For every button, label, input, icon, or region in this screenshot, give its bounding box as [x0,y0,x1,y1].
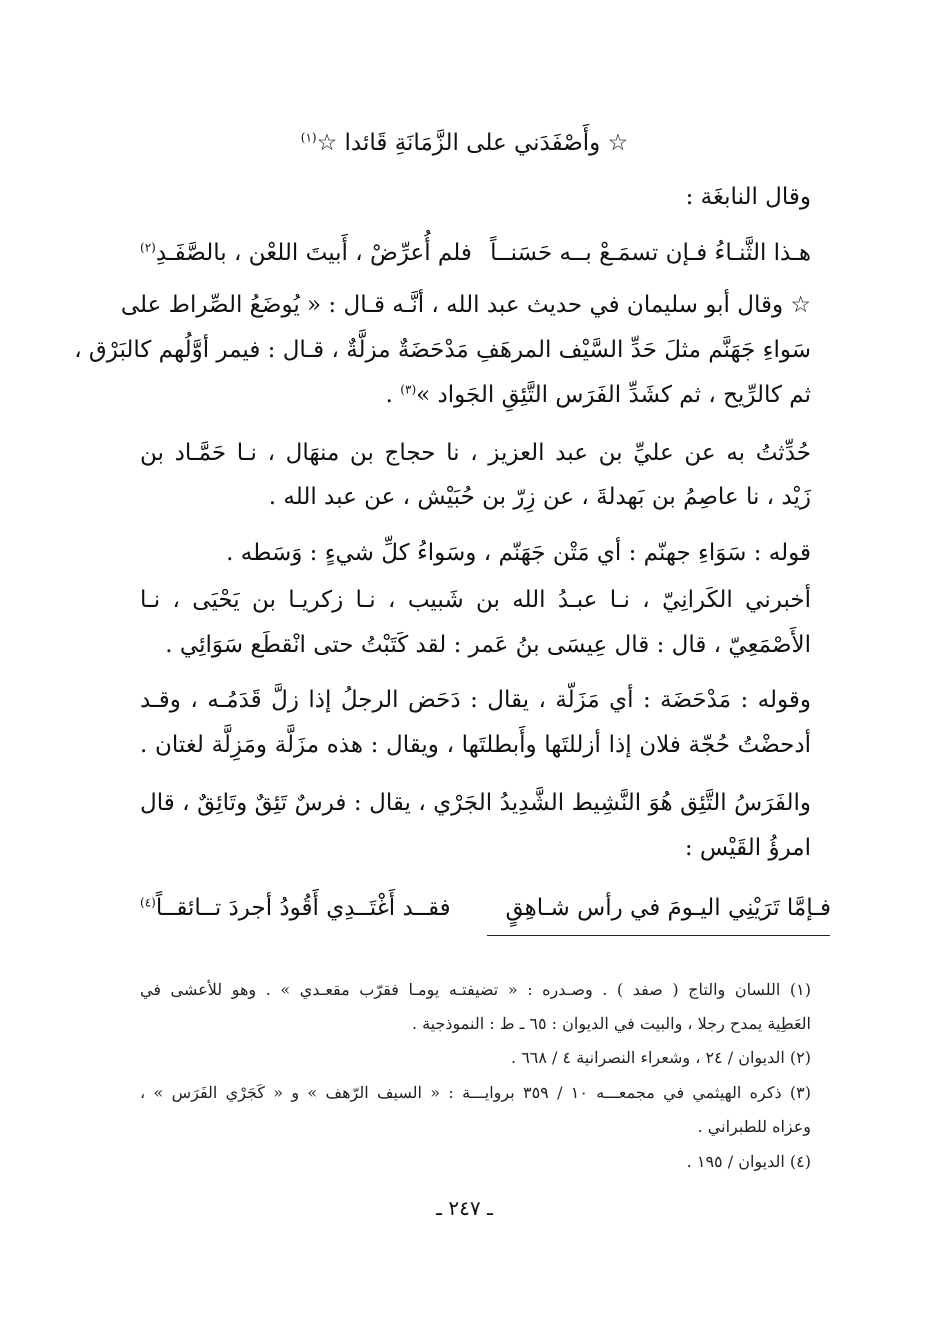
para1-line3 [386,380,811,410]
para1-line3-text: ثم كالرِّيح ، ثم كشَدِّ الفَرَس التَّئِقِ الجَواد » [416,382,811,408]
page-number: ـ ٢٤٧ ـ [436,1196,493,1220]
footnote-2: (٢) الديوان / ٢٤ ، وشعراء النصرانية ٤ / ٦٦٨ . [511,1048,811,1067]
heading-text: ☆ وأَصْفَدَني على الزَّمَانَةِ قَائدا ☆ [316,130,629,156]
para2-line1: حُدِّثتُ به عن عليِّ بن عبد العزيز ، نا حجاج بن منهَال ، نـا حَمَّـاد بن [140,440,811,466]
para5-line1: وقوله : مَدْحَضَة : أي مَزَلّة ، يقال : دَحَض الرجلُ إذا زلَّ قَدَمُـه ، وقـد [140,687,811,713]
para1-line1: ☆ وقال أبو سليمان في حديث عبد الله ، أنَّـه قـال : « يُوضَعُ الصِّراط على [120,292,811,318]
para1-line3-end: . [385,382,401,408]
para6-line2: امرؤُ القَيْس : [684,835,811,861]
verse2-second-text: فقــد أَغْتَــدِي أَقُودُ أجردَ تــائقــاً [155,895,451,921]
footnote-ref-4: (٤) [140,895,156,910]
footnote-3-line2: وعزاه للطبراني . [697,1117,811,1136]
para4-line1: أخبرني الكَرانِيّ ، نـا عبـدُ الله بن شَبيب ، نـا زكريـا بن يَحْيَى ، نـا [140,587,811,613]
verse1-second-hemistich [140,238,480,268]
footnote-1-line1: (١) اللسان والتاج ( صفد ) . وصـدره : « تضيفتـه يومـا فقرّب مقعـدي » . وهو للأعشى في [140,980,811,999]
para1-line2: سَواءِ جَهَنَّم مثلَ حَدِّ السَّيْف المرهَفِ مَدْحَضَةٌ مزلَّةٌ ، قـال : فيمر أوَّلُهم كالبَرْق ، [74,337,811,363]
intro-nabigha: وقال النابغَة : [685,184,811,210]
verse2-first-hemistich: فـإمَّا تَرَيْنِي اليـومَ في رأس شـاهِقٍ [505,895,831,921]
para5-line2: أدحضْتُ حُجّة فلان إذا أزللتَها وأَبطلتَها ، ويقال : هذه مزَلَّة ومَزِلَّة لغتان . [140,732,811,758]
footnote-4: (٤) الديوان / ١٩٥ . [686,1152,811,1171]
para4-line2: الأَصْمَعِيّ ، قال : قال عِيسَى بنُ عَمر : لقد كَتَبْتُ حتى انْقطَع سَوَائِي . [165,632,811,658]
para3: قوله : سَوَاءِ جهنّم : أي مَتْن جَهَنّم ، وسَواءُ كلِّ شيءٍ : وَسَطه . [226,540,811,566]
footnote-ref-1: (١) [300,130,317,145]
footnote-3-line1: (٣) ذكره الهيثمي في مجمعـــه ١٠ / ٣٥٩ بروايـــة : « السيف الرّهف » و « كَجَرْي الفَرَس » ، [140,1083,812,1102]
verse1-second-text: فلم أُعرِّضْ ، أَبيتَ اللعْن ، بالصَّفَـدِ [155,240,472,266]
para2-line2: زَيْد ، نا عاصِمُ بن بَهدلةَ ، عن زِرّ بن حُبَيْش ، عن عبد الله . [268,484,811,510]
para6-line1: والفَرَسُ التَّئِق هُوَ النَّشِيط الشَّدِيدُ الجَرْي ، يقال : فرسٌ تَئِقٌ وتَائِقٌ ، قال [140,790,811,816]
footnote-separator [487,935,830,936]
section-heading [0,128,929,158]
verse1-first-hemistich: هـذا الثَّنـاءُ فـإن تسمَـعْ بــه حَسَنــاً [490,240,811,266]
footnote-1-line2: العَطِية يمدح رجلا ، والبيت في الديوان : ٦٥ ـ ط : النموذجية . [411,1014,811,1033]
footnote-ref-2: (٢) [140,240,156,255]
footnote-ref-3: (٣) [400,382,417,397]
verse2-second-hemistich [140,893,480,923]
